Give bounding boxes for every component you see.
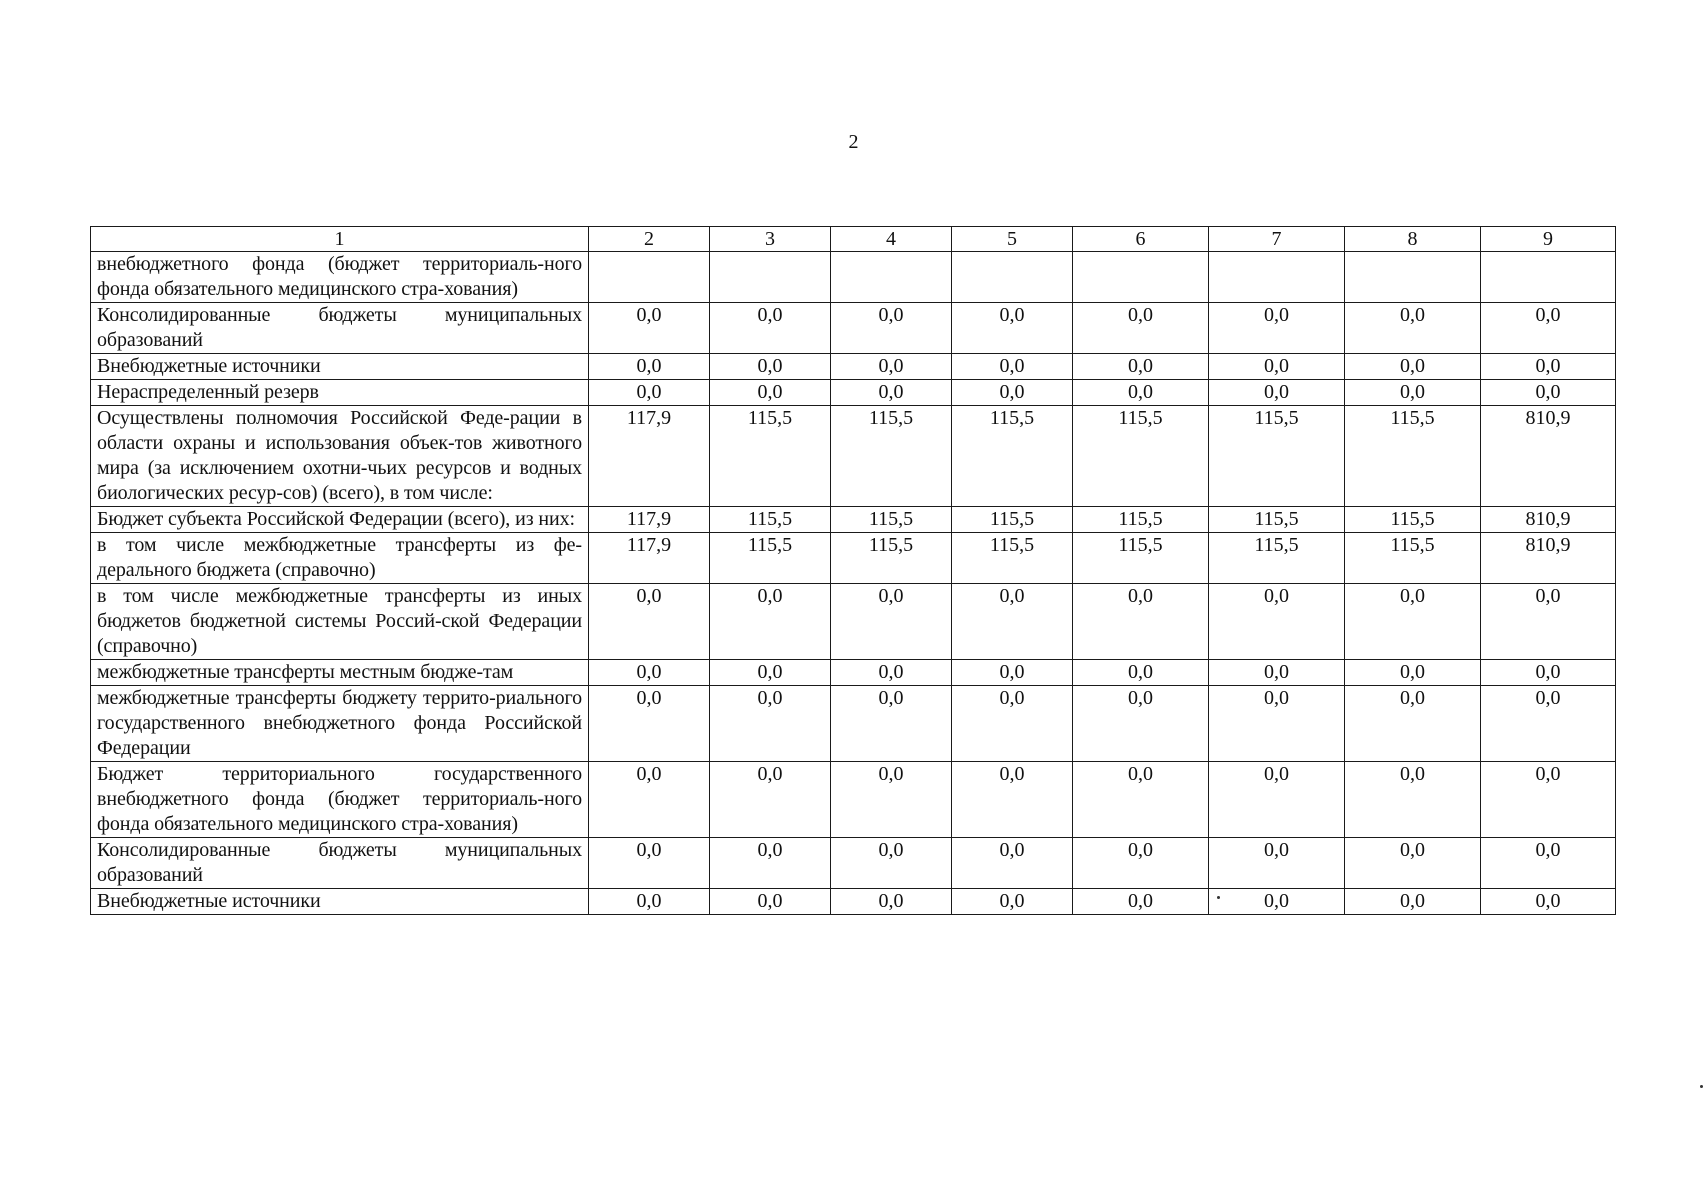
- table-cell: 0,0: [589, 660, 710, 686]
- table-cell: 0,0: [710, 380, 831, 406]
- table-row: [91, 303, 1616, 354]
- table-cell: 0,0: [589, 889, 710, 915]
- table-cell: 115,5: [1209, 406, 1345, 507]
- table-cell: 115,5: [710, 533, 831, 584]
- table-cell: 0,0: [1345, 584, 1481, 660]
- table-cell: 0,0: [831, 380, 952, 406]
- table-cell: 0,0: [1345, 303, 1481, 354]
- table-cell: 0,0: [831, 889, 952, 915]
- table-cell: 0,0: [952, 889, 1073, 915]
- table-cell: 0,0: [831, 303, 952, 354]
- column-header-1: 1: [91, 227, 589, 252]
- row-label: Осуществлены полномочия Российской Феде-рации в области охраны и использования объек-тов животного мира (за исключением охотни-чьих ресурсов и водных биологических ресур-сов) (всего), в том числе:: [91, 406, 589, 507]
- table-body: [91, 252, 1616, 915]
- table-cell: 0,0: [831, 584, 952, 660]
- row-label: Нераспределенный резерв: [91, 380, 589, 406]
- table-row: [91, 838, 1616, 889]
- table-cell: 115,5: [831, 533, 952, 584]
- table-cell: 0,0: [1481, 660, 1616, 686]
- table-cell: 0,0: [1345, 380, 1481, 406]
- scan-speck: [1700, 1085, 1703, 1088]
- table-cell: 115,5: [1073, 507, 1209, 533]
- row-label: межбюджетные трансферты местным бюдже-там: [91, 660, 589, 686]
- table-row: [91, 686, 1616, 762]
- table-cell: 0,0: [1073, 380, 1209, 406]
- row-label: в том числе межбюджетные трансферты из иных бюджетов бюджетной системы Россий-ской Федерации (справочно): [91, 584, 589, 660]
- table-cell: 0,0: [831, 660, 952, 686]
- table-cell: 0,0: [710, 660, 831, 686]
- table-cell: 0,0: [710, 838, 831, 889]
- table-cell: 0,0: [1481, 762, 1616, 838]
- table-cell: 115,5: [831, 507, 952, 533]
- table-cell: 115,5: [952, 406, 1073, 507]
- table-cell: 0,0: [1345, 354, 1481, 380]
- table-cell: 0,0: [1345, 686, 1481, 762]
- table-row: [91, 533, 1616, 584]
- table-cell: [831, 252, 952, 303]
- table-cell: 117,9: [589, 533, 710, 584]
- table-cell: 0,0: [1073, 686, 1209, 762]
- table-cell: 0,0: [1481, 380, 1616, 406]
- table-cell: 0,0: [1209, 303, 1345, 354]
- table-row: [91, 252, 1616, 303]
- table-cell: 117,9: [589, 406, 710, 507]
- table-cell: 115,5: [952, 507, 1073, 533]
- table-cell: 115,5: [1073, 533, 1209, 584]
- header-row: [91, 227, 1616, 252]
- table-row: [91, 889, 1616, 915]
- table-row: [91, 380, 1616, 406]
- table-cell: 115,5: [831, 406, 952, 507]
- row-label: межбюджетные трансферты бюджету террито-риального государственного внебюджетного фонда Российской Федерации: [91, 686, 589, 762]
- table-cell: 115,5: [1209, 507, 1345, 533]
- table-cell: [1209, 252, 1345, 303]
- table-cell: 0,0: [1345, 838, 1481, 889]
- row-label: Внебюджетные источники: [91, 889, 589, 915]
- table-cell: 0,0: [710, 889, 831, 915]
- column-header-7: 7: [1209, 227, 1345, 252]
- table-cell: 0,0: [831, 762, 952, 838]
- budget-table: [90, 226, 1616, 915]
- table-cell: 0,0: [1209, 686, 1345, 762]
- table-cell: 115,5: [1209, 533, 1345, 584]
- table-cell: 0,0: [952, 762, 1073, 838]
- page-number: 2: [848, 131, 859, 153]
- table-cell: 810,9: [1481, 406, 1616, 507]
- table-cell: 0,0: [952, 838, 1073, 889]
- column-header-4: 4: [831, 227, 952, 252]
- column-header-2: 2: [589, 227, 710, 252]
- table-cell: 0,0: [1209, 380, 1345, 406]
- table-cell: 0,0: [710, 686, 831, 762]
- table-cell: 0,0: [589, 380, 710, 406]
- table-cell: 0,0: [1481, 303, 1616, 354]
- table-cell: 0,0: [952, 660, 1073, 686]
- table-cell: 0,0: [1073, 660, 1209, 686]
- table-cell: 0,0: [710, 762, 831, 838]
- budget-table-container: [90, 226, 1615, 915]
- table-cell: 0,0: [589, 838, 710, 889]
- table-cell: 0,0: [1073, 303, 1209, 354]
- table-cell: 115,5: [710, 406, 831, 507]
- table-cell: 115,5: [1345, 507, 1481, 533]
- column-header-9: 9: [1481, 227, 1616, 252]
- table-row: [91, 660, 1616, 686]
- table-cell: 0,0: [1209, 889, 1345, 915]
- table-cell: [1073, 252, 1209, 303]
- table-cell: 810,9: [1481, 507, 1616, 533]
- table-row: [91, 762, 1616, 838]
- table-cell: 0,0: [589, 762, 710, 838]
- column-header-3: 3: [710, 227, 831, 252]
- table-cell: 0,0: [1073, 762, 1209, 838]
- table-cell: 0,0: [952, 303, 1073, 354]
- table-cell: 0,0: [831, 354, 952, 380]
- table-cell: 0,0: [1073, 584, 1209, 660]
- table-cell: 0,0: [1073, 354, 1209, 380]
- table-cell: 0,0: [1481, 584, 1616, 660]
- table-cell: 0,0: [831, 838, 952, 889]
- table-cell: 0,0: [710, 584, 831, 660]
- row-label: Бюджет территориального государственного внебюджетного фонда (бюджет территориаль-ного фонда обязательного медицинского стра-хования): [91, 762, 589, 838]
- table-cell: 0,0: [1345, 660, 1481, 686]
- table-cell: 0,0: [1481, 354, 1616, 380]
- table-row: [91, 406, 1616, 507]
- row-label: Бюджет субъекта Российской Федерации (всего), из них:: [91, 507, 589, 533]
- table-cell: 115,5: [952, 533, 1073, 584]
- table-cell: 115,5: [1073, 406, 1209, 507]
- column-header-8: 8: [1345, 227, 1481, 252]
- table-cell: 0,0: [1481, 838, 1616, 889]
- table-cell: [1481, 252, 1616, 303]
- table-cell: [952, 252, 1073, 303]
- table-cell: 115,5: [1345, 533, 1481, 584]
- column-header-5: 5: [952, 227, 1073, 252]
- table-cell: 0,0: [1345, 889, 1481, 915]
- table-cell: 0,0: [589, 584, 710, 660]
- table-cell: 0,0: [1481, 889, 1616, 915]
- table-cell: 0,0: [589, 354, 710, 380]
- table-cell: 0,0: [1209, 660, 1345, 686]
- row-label: Внебюджетные источники: [91, 354, 589, 380]
- table-cell: 0,0: [1073, 838, 1209, 889]
- table-cell: 810,9: [1481, 533, 1616, 584]
- table-row: [91, 354, 1616, 380]
- row-label: внебюджетного фонда (бюджет территориаль-ного фонда обязательного медицинского стра-хования): [91, 252, 589, 303]
- table-cell: 0,0: [1209, 584, 1345, 660]
- table-cell: 0,0: [710, 303, 831, 354]
- table-cell: 0,0: [952, 686, 1073, 762]
- row-label: Консолидированные бюджеты муниципальных образований: [91, 838, 589, 889]
- table-cell: 0,0: [1073, 889, 1209, 915]
- row-label: Консолидированные бюджеты муниципальных образований: [91, 303, 589, 354]
- table-cell: 0,0: [952, 584, 1073, 660]
- table-cell: 115,5: [1345, 406, 1481, 507]
- table-cell: 0,0: [952, 380, 1073, 406]
- column-header-6: 6: [1073, 227, 1209, 252]
- table-cell: 0,0: [589, 303, 710, 354]
- table-row: [91, 507, 1616, 533]
- table-cell: 0,0: [1209, 762, 1345, 838]
- table-cell: 0,0: [1209, 838, 1345, 889]
- table-cell: 115,5: [710, 507, 831, 533]
- table-cell: 0,0: [952, 354, 1073, 380]
- table-cell: 117,9: [589, 507, 710, 533]
- table-cell: 0,0: [1209, 354, 1345, 380]
- row-label: в том числе межбюджетные трансферты из фе-дерального бюджета (справочно): [91, 533, 589, 584]
- table-cell: [1345, 252, 1481, 303]
- table-cell: 0,0: [589, 686, 710, 762]
- table-cell: [589, 252, 710, 303]
- table-cell: 0,0: [831, 686, 952, 762]
- table-cell: 0,0: [1481, 686, 1616, 762]
- table-cell: 0,0: [1345, 762, 1481, 838]
- scan-speck: [1217, 896, 1220, 899]
- table-cell: [710, 252, 831, 303]
- table-row: [91, 584, 1616, 660]
- table-cell: 0,0: [710, 354, 831, 380]
